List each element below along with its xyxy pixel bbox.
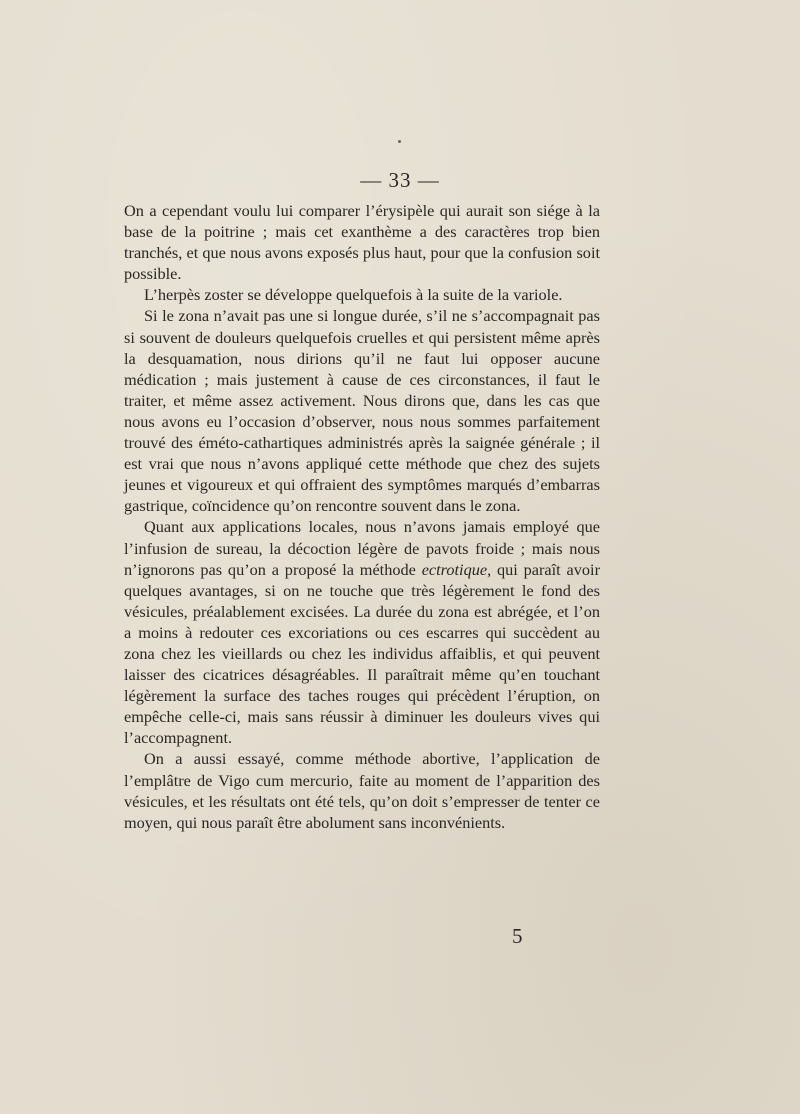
- paragraph-text-before: Quant aux applications locales, nous n’avons jamais employé que l’infusion de sureau, la décoction légère de pavots froide ; mais nous n’ignorons pas qu’on a proposé la méthode: [124, 517, 600, 579]
- italic-term: ectrotique: [421, 559, 488, 579]
- paragraph-variole: L’herpès zoster se développe quelquefois à la suite de la variole.: [144, 285, 563, 305]
- paragraph-text-after: , qui paraît avoir quelques avantages, si on ne touche que très légèrement le fond des vésicules, préalablement excisées. La durée du zona est abrégée, et l’on a moins à redouter ces excoriations ou ces escarres qui succèdent au zona chez les vieillards ou chez les individus affaiblis, et qui peuvent laisser des cicatrices désagréables. Il paraîtrait même qu’en touchant légèrement la surface des taches rouges qui précèdent l’éruption, on empêche celle-ci, mais sans réussir à diminuer les douleurs vives qui l’accompagnent.: [124, 559, 600, 748]
- paragraph-erysipele: On a cependant voulu lui comparer l’érysipèle qui aurait son siége à la base de la poitrine ; mais cet exanthème a des caractères trop bien tranchés, et que nous avons exposés plus haut, pour que la confusion soit possible.: [124, 201, 600, 284]
- paragraph-medication: Si le zona n’avait pas une si longue durée, s’il ne s’accompagnait pas si souvent de douleurs quelquefois cruelles et qui persistent même après la desquamation, nous dirions qu’il ne faut lui opposer aucune médication ; mais justement à cause de ces circonstances, il faut le traiter, et même assez activement. Nous dirons que, dans les cas que nous avons eu l’occasion d’observer, nous nous sommes parfaitement trouvé des éméto-cathartiques administrés après la saignée générale ; il est vrai que nous n’avons appliqué cette méthode que chez des sujets jeunes et vigoureux et qui offraient des symptômes marqués d’embarras gastrique, coïncidence qu’on rencontre souvent dans le zona.: [124, 306, 600, 516]
- paragraph-applications-locales: [124, 516, 600, 748]
- body-text: [124, 200, 600, 833]
- ink-speck: [398, 140, 401, 143]
- signature-mark: 5: [512, 924, 523, 948]
- paragraph-methode-abortive: On a aussi essayé, comme méthode abortive, l’application de l’emplâtre de Vigo cum mercurio, faite au moment de l’apparition des vésicules, et les résultats ont été tels, qu’on doit s’empresser de tenter ce moyen, qui nous paraît être abolument sans inconvénients.: [124, 749, 600, 832]
- page-number: — 33 —: [360, 168, 440, 192]
